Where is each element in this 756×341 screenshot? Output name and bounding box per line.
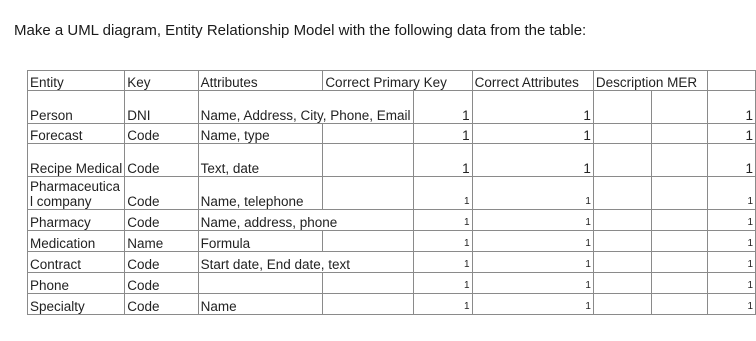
cell-attributes[interactable]: Name, Address, City, Phone, Email [198,91,413,124]
table-row [28,91,756,124]
cell-empty[interactable] [652,124,708,144]
cell-score-primary-key[interactable]: 1 [413,144,472,177]
cell-score-description[interactable]: 1 [707,210,755,231]
cell-score-primary-key[interactable]: 1 [413,294,472,315]
cell-entity[interactable]: Contract [28,252,125,273]
cell-key[interactable]: Code [125,273,198,294]
cell-empty[interactable] [593,252,651,273]
cell-score-primary-key[interactable]: 1 [413,252,472,273]
table-row [28,294,756,315]
cell-entity[interactable]: Specialty [28,294,125,315]
cell-empty[interactable] [652,294,708,315]
header-key[interactable]: Key [125,71,198,91]
cell-empty[interactable] [593,231,651,252]
prompt-text: Make a UML diagram, Entity Relationship Model with the following data from the table: [14,22,587,39]
table-row [28,144,756,177]
cell-empty[interactable] [593,91,651,124]
cell-score-attributes[interactable]: 1 [472,231,593,252]
header-empty[interactable] [707,71,755,91]
cell-key[interactable]: Code [125,294,198,315]
cell-empty[interactable] [593,177,651,210]
cell-score-primary-key[interactable]: 1 [413,91,472,124]
cell-attributes[interactable] [198,273,323,294]
cell-empty[interactable] [593,144,651,177]
cell-entity[interactable]: Pharmacy [28,210,125,231]
cell-key[interactable]: Name [125,231,198,252]
cell-attributes[interactable]: Name, address, phone [198,210,413,231]
spreadsheet-table [27,70,756,315]
cell-score-description[interactable]: 1 [707,294,755,315]
cell-attributes[interactable]: Name [198,294,323,315]
cell-entity[interactable]: Recipe Medical [28,144,125,177]
cell-empty[interactable] [323,231,413,252]
cell-empty[interactable] [323,124,413,144]
cell-attributes[interactable]: Name, telephone [198,177,323,210]
cell-entity[interactable]: Person [28,91,125,124]
table-row [28,231,756,252]
header-correct-attributes[interactable]: Correct Attributes [472,71,593,91]
cell-key[interactable]: Code [125,177,198,210]
cell-score-description[interactable]: 1 [707,273,755,294]
cell-key[interactable]: Code [125,124,198,144]
cell-score-attributes[interactable]: 1 [472,273,593,294]
cell-entity[interactable]: Medication [28,231,125,252]
cell-score-description[interactable]: 1 [707,252,755,273]
cell-score-attributes[interactable]: 1 [472,144,593,177]
cell-empty[interactable] [652,252,708,273]
cell-empty[interactable] [652,91,708,124]
cell-score-primary-key[interactable]: 1 [413,177,472,210]
cell-attributes[interactable]: Formula [198,231,323,252]
cell-key[interactable]: Code [125,210,198,231]
cell-score-primary-key[interactable]: 1 [413,124,472,144]
cell-score-primary-key[interactable]: 1 [413,231,472,252]
cell-score-description[interactable]: 1 [707,177,755,210]
cell-attributes[interactable]: Start date, End date, text [198,252,413,273]
cell-key[interactable]: DNI [125,91,198,124]
cell-key[interactable]: Code [125,144,198,177]
cell-empty[interactable] [593,210,651,231]
cell-empty[interactable] [593,273,651,294]
cell-score-description[interactable]: 1 [707,91,755,124]
cell-attributes[interactable]: Text, date [198,144,323,177]
cell-score-description[interactable]: 1 [707,144,755,177]
cell-empty[interactable] [323,294,413,315]
cell-empty[interactable] [593,124,651,144]
cell-score-attributes[interactable]: 1 [472,210,593,231]
cell-score-attributes[interactable]: 1 [472,177,593,210]
cell-empty[interactable] [652,177,708,210]
cell-entity[interactable]: Pharmaceutical company [28,177,125,210]
cell-empty[interactable] [652,231,708,252]
cell-attributes[interactable]: Name, type [198,124,323,144]
cell-empty[interactable] [593,294,651,315]
header-attributes[interactable]: Attributes [198,71,323,91]
cell-score-attributes[interactable]: 1 [472,124,593,144]
cell-score-description[interactable]: 1 [707,124,755,144]
cell-score-primary-key[interactable]: 1 [413,210,472,231]
cell-empty[interactable] [652,144,708,177]
table-row [28,210,756,231]
header-row [28,71,756,91]
cell-score-attributes[interactable]: 1 [472,252,593,273]
header-description-mer[interactable]: Description MER [593,71,707,91]
cell-entity[interactable]: Forecast [28,124,125,144]
table-row [28,177,756,210]
table-row [28,124,756,144]
cell-score-primary-key[interactable]: 1 [413,273,472,294]
cell-score-description[interactable]: 1 [707,231,755,252]
cell-empty[interactable] [652,210,708,231]
table-row [28,273,756,294]
cell-entity[interactable]: Phone [28,273,125,294]
table-row [28,252,756,273]
header-correct-primary-key[interactable]: Correct Primary Key [323,71,472,91]
cell-score-attributes[interactable]: 1 [472,294,593,315]
cell-score-attributes[interactable]: 1 [472,91,593,124]
header-entity[interactable]: Entity [28,71,125,91]
cell-empty[interactable] [323,144,413,177]
cell-empty[interactable] [323,177,413,210]
cell-empty[interactable] [323,273,413,294]
cell-empty[interactable] [652,273,708,294]
cell-key[interactable]: Code [125,252,198,273]
